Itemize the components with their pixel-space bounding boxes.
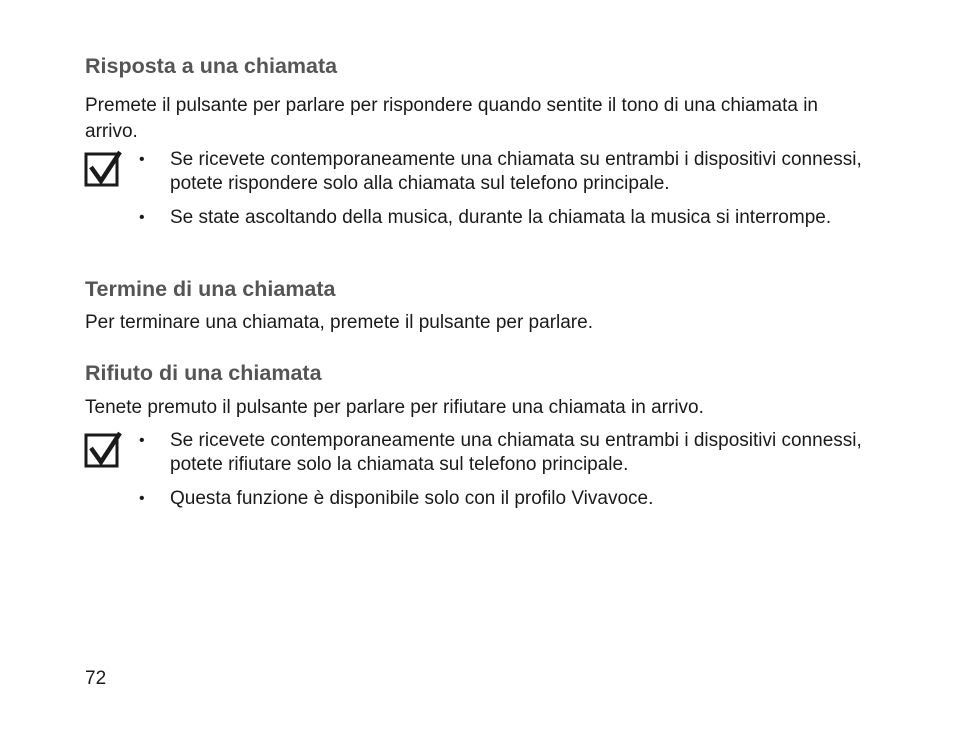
section-body-end-call: Per terminare una chiamata, premete il pulsante per parlare. [85, 312, 593, 333]
note-text: Se ricevete contemporaneamente una chiamata su entrambi i dispositivi connessi, potete rispondere solo alla chiamata sul telefono principale. [170, 149, 862, 194]
note-list-answer-call [137, 148, 867, 230]
bullet: • [139, 151, 145, 168]
note-item [137, 429, 867, 477]
bullet: • [139, 490, 145, 507]
note-text: Se state ascoltando della musica, durante la chiamata la musica si interrompe. [170, 207, 832, 228]
section-heading-reject-call: Rifiuto di una chiamata [85, 361, 322, 385]
section-body-answer-call: Premete il pulsante per parlare per rispondere quando sentite il tono di una chiamata in arrivo. [85, 95, 819, 142]
note-item [137, 148, 867, 196]
note-text: Questa funzione è disponibile solo con il profilo Vivavoce. [170, 488, 654, 509]
section-heading-answer-call: Risposta a una chiamata [85, 54, 338, 78]
bullet: • [139, 209, 145, 226]
note-item [137, 487, 867, 511]
note-item [137, 206, 867, 230]
section-body-reject-call: Tenete premuto il pulsante per parlare per rifiutare una chiamata in arrivo. [85, 397, 704, 418]
bullet: • [139, 432, 145, 449]
checkbox-note-icon [84, 150, 122, 188]
note-list-reject-call [137, 429, 867, 511]
note-text: Se ricevete contemporaneamente una chiamata su entrambi i dispositivi connessi, potete rifiutare solo la chiamata sul telefono principale. [170, 430, 862, 475]
checkbox-note-icon [84, 431, 122, 469]
page-number: 72 [85, 668, 107, 689]
section-heading-end-call: Termine di una chiamata [85, 277, 336, 301]
